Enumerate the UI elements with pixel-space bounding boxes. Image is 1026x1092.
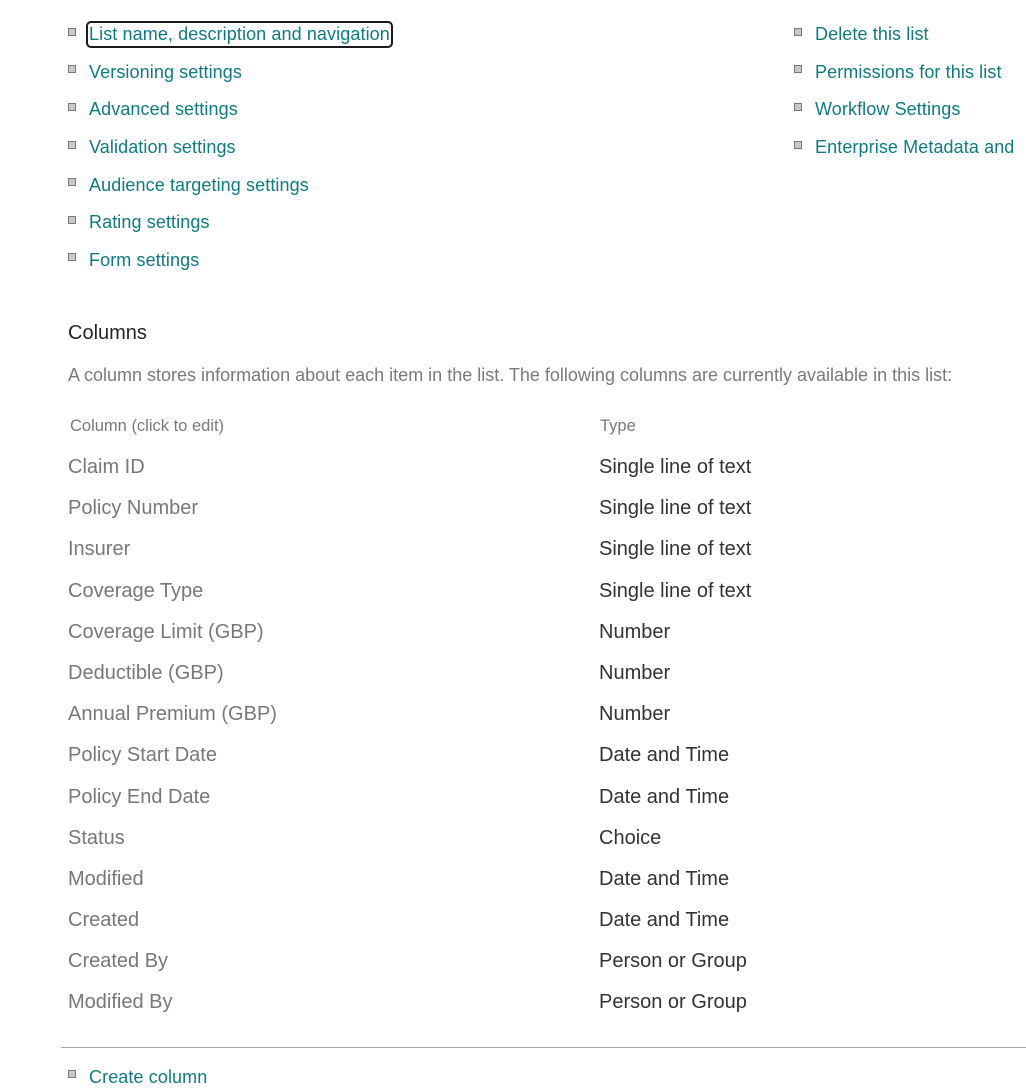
- column-type: Single line of text: [599, 497, 752, 520]
- table-row: [68, 530, 1026, 571]
- column-name-link[interactable]: Coverage Type: [68, 579, 204, 602]
- enterprise-metadata-link[interactable]: Enterprise Metadata and: [815, 137, 1015, 158]
- column-type: Date and Time: [599, 909, 730, 932]
- column-type: Single line of text: [599, 579, 752, 602]
- table-row: [68, 572, 1026, 613]
- column-name-link[interactable]: Status: [68, 826, 125, 849]
- table-row: [68, 901, 1026, 942]
- list-name-description-navigation-link[interactable]: List name, description and navigation: [89, 24, 390, 45]
- columns-section-description: A column stores information about each item in the list. The following columns are currently available in this list:: [68, 365, 953, 385]
- columns-section-title: Columns: [68, 322, 147, 344]
- column-action-item: [68, 1062, 208, 1092]
- settings-item: [68, 242, 391, 280]
- column-type: Single line of text: [599, 538, 752, 561]
- column-actions-list: [68, 1062, 208, 1092]
- square-bullet-icon: [794, 141, 802, 149]
- column-name-link[interactable]: Coverage Limit (GBP): [68, 620, 264, 643]
- column-type: Single line of text: [599, 456, 752, 478]
- list-permissions-link[interactable]: Permissions for this list: [815, 61, 1002, 82]
- settings-item: [794, 91, 1015, 129]
- table-row: [68, 860, 1026, 901]
- form-settings-link[interactable]: Form settings: [89, 249, 200, 270]
- column-type: Person or Group: [599, 950, 747, 973]
- square-bullet-icon: [68, 216, 76, 224]
- square-bullet-icon: [68, 178, 76, 186]
- square-bullet-icon: [794, 28, 802, 36]
- rating-settings-link[interactable]: Rating settings: [89, 212, 210, 233]
- column-name-link[interactable]: Annual Premium (GBP): [68, 703, 277, 726]
- square-bullet-icon: [68, 141, 76, 149]
- delete-list-link[interactable]: Delete this list: [815, 24, 929, 45]
- column-type: Date and Time: [599, 867, 730, 890]
- column-name-link[interactable]: Policy Start Date: [68, 744, 217, 767]
- column-type: Number: [599, 620, 671, 643]
- column-type: Choice: [599, 826, 662, 849]
- settings-item: [68, 91, 391, 129]
- table-row: [68, 448, 1026, 489]
- square-bullet-icon: [68, 1070, 76, 1078]
- settings-item: [794, 54, 1015, 92]
- column-name-link[interactable]: Created: [68, 909, 140, 932]
- column-type: Number: [599, 703, 671, 726]
- settings-item: [794, 16, 1015, 54]
- square-bullet-icon: [68, 65, 76, 73]
- validation-settings-link[interactable]: Validation settings: [89, 137, 236, 158]
- table-row: [68, 489, 1026, 530]
- column-name-link[interactable]: Modified: [68, 867, 144, 890]
- column-type: Person or Group: [599, 991, 747, 1014]
- column-name-link[interactable]: Deductible (GBP): [68, 661, 224, 684]
- column-name-link[interactable]: Policy Number: [68, 497, 199, 520]
- column-name-link[interactable]: Claim ID: [68, 456, 145, 478]
- column-type: Date and Time: [599, 785, 730, 808]
- column-name-link[interactable]: Created By: [68, 950, 169, 973]
- general-settings-list-right: [794, 16, 1015, 166]
- square-bullet-icon: [794, 103, 802, 111]
- table-row: [68, 942, 1026, 983]
- settings-item: [794, 129, 1015, 167]
- column-type-header: Type: [600, 417, 636, 435]
- settings-item: [68, 129, 391, 167]
- settings-item: [68, 16, 391, 54]
- table-row: [68, 654, 1026, 695]
- table-row: [68, 819, 1026, 860]
- table-row: [68, 983, 1026, 1024]
- column-name-header: Column (click to edit): [70, 417, 225, 435]
- square-bullet-icon: [68, 253, 76, 261]
- table-row: [68, 778, 1026, 819]
- table-row: [68, 613, 1026, 654]
- audience-targeting-settings-link[interactable]: Audience targeting settings: [89, 174, 309, 195]
- column-name-link[interactable]: Insurer: [68, 538, 131, 561]
- settings-item: [68, 166, 391, 204]
- square-bullet-icon: [68, 28, 76, 36]
- versioning-settings-link[interactable]: Versioning settings: [89, 61, 242, 82]
- workflow-settings-link[interactable]: Workflow Settings: [815, 99, 961, 120]
- column-type: Number: [599, 661, 671, 684]
- section-divider: [61, 1047, 1026, 1048]
- square-bullet-icon: [794, 65, 802, 73]
- square-bullet-icon: [68, 103, 76, 111]
- table-row: [68, 695, 1026, 736]
- column-name-link[interactable]: Modified By: [68, 991, 173, 1014]
- column-name-link[interactable]: Policy End Date: [68, 785, 211, 808]
- general-settings-list-left: [68, 16, 391, 279]
- table-row: [68, 736, 1026, 777]
- advanced-settings-link[interactable]: Advanced settings: [89, 99, 238, 120]
- settings-item: [68, 204, 391, 242]
- columns-table: [68, 448, 1026, 1025]
- settings-item: [68, 54, 391, 92]
- column-type: Date and Time: [599, 744, 730, 767]
- create-column-link[interactable]: Create column: [89, 1066, 208, 1087]
